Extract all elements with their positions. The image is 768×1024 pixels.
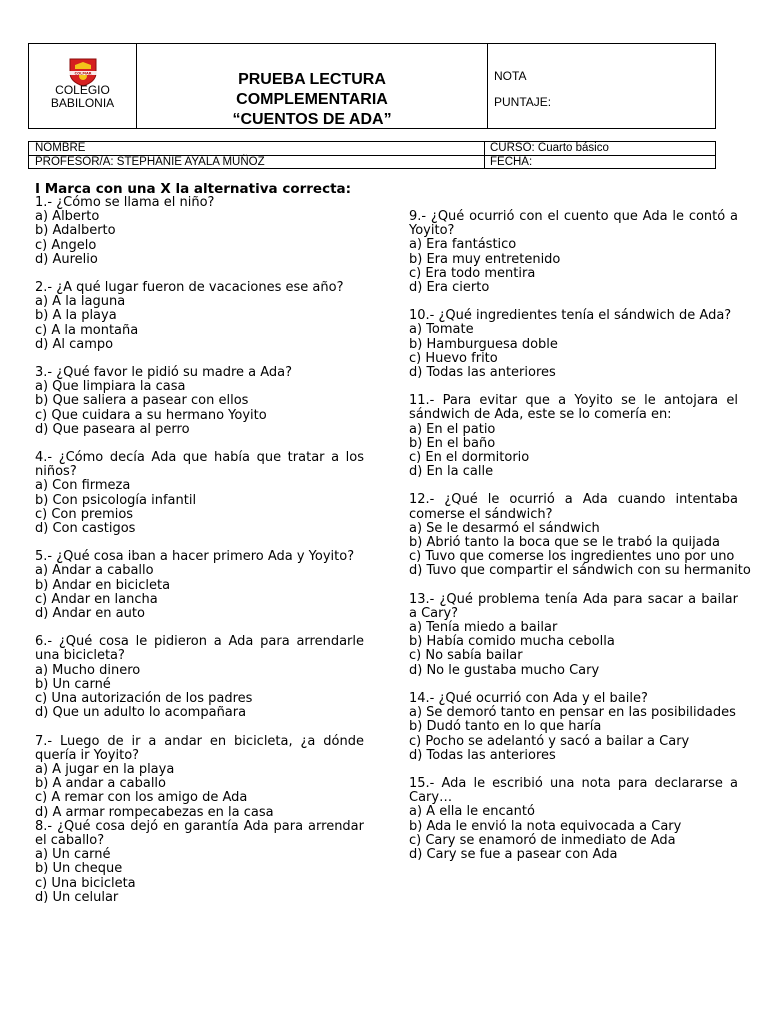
answer-option[interactable]: d) Aurelio (35, 251, 98, 267)
question-item (35, 820, 364, 905)
answer-option[interactable]: d) En la calle (409, 464, 494, 480)
question-stem: 7.- Luego de ir a andar en bicicleta, ¿a dónde quería ir Yoyito? (35, 733, 364, 763)
answer-option[interactable]: a) A ella le encantó (409, 804, 535, 820)
answer-option[interactable]: c) Era todo mentira (409, 265, 536, 281)
question-stem: 15.- Ada le escribió una nota para declararse a Cary… (409, 775, 738, 806)
answer-option[interactable]: c) Cary se enamoró de inmediato de Ada (409, 832, 676, 848)
answer-option[interactable]: d) No le gustaba mucho Cary (409, 662, 600, 678)
question-item (35, 451, 364, 536)
question-item (409, 210, 738, 295)
answer-option[interactable]: a) Se le desarmó el sándwich (409, 520, 600, 536)
answer-option[interactable]: d) Con castigos (35, 521, 136, 537)
answer-option[interactable]: b) Andar en bicicleta (35, 577, 171, 593)
answer-option[interactable]: a) A jugar en la playa (35, 761, 175, 777)
title-line3: “CUENTOS DE ADA” (232, 111, 392, 128)
title-line2: COMPLEMENTARIA (236, 91, 388, 108)
answer-option[interactable]: c) En el dormitorio (409, 450, 530, 466)
answer-option[interactable]: a) Un carné (35, 847, 111, 863)
question-stem: 5.- ¿Qué cosa iban a hacer primero Ada y Yoyito? (35, 549, 355, 565)
question-item (35, 366, 364, 437)
answer-option[interactable]: a) A la laguna (35, 294, 126, 310)
answer-option[interactable]: a) En el patio (409, 421, 496, 437)
profesor-field: PROFESOR/A: STEPHANIE AYALA MUÑOZ (29, 156, 485, 169)
nombre-field[interactable]: NOMBRE (29, 142, 485, 155)
title-cell (137, 44, 488, 128)
title-line1: PRUEBA LECTURA (238, 71, 386, 88)
question-stem: 4.- ¿Cómo decía Ada que había que tratar a los niños? (35, 450, 364, 480)
answer-option[interactable]: a) Tomate (409, 322, 474, 338)
question-item (409, 777, 738, 862)
answer-option[interactable]: d) Cary se fue a pasear con Ada (409, 846, 618, 862)
answer-option[interactable]: a) Andar a caballo (35, 563, 154, 579)
answer-option[interactable]: a) Alberto (35, 209, 100, 225)
answer-option[interactable]: d) Al campo (35, 336, 114, 352)
answer-option[interactable]: a) Era fantástico (409, 237, 517, 253)
question-item (35, 281, 364, 352)
answer-option[interactable]: c) A remar con los amigo de Ada (35, 790, 248, 806)
school-cell (29, 44, 137, 128)
answer-option[interactable]: d) A armar rompecabezas en la casa (35, 804, 274, 820)
info-row (29, 156, 715, 169)
answer-option[interactable]: c) Huevo frito (409, 350, 498, 366)
answer-option[interactable]: a) Mucho dinero (35, 662, 141, 678)
questions-right-column (409, 209, 751, 876)
student-info-table (28, 141, 716, 169)
question-item (409, 309, 738, 380)
answer-option[interactable]: b) Un carné (35, 676, 111, 692)
info-row (29, 142, 715, 156)
answer-option[interactable]: b) A andar a caballo (35, 776, 166, 792)
answer-option[interactable]: b) Era muy entretenido (409, 251, 561, 267)
answer-option[interactable]: b) Que saliera a pasear con ellos (35, 393, 249, 409)
question-stem: 14.- ¿Qué ocurrió con Ada y el baile? (409, 690, 648, 706)
question-stem: 9.- ¿Qué ocurrió con el cuento que Ada le contó a Yoyito? (409, 209, 738, 239)
answer-option[interactable]: c) Con premios (35, 506, 134, 522)
question-stem: 8.- ¿Qué cosa dejó en garantía Ada para arrendar el caballo? (35, 818, 364, 848)
answer-option[interactable]: d) Todas las anteriores (409, 365, 556, 381)
test-title (137, 70, 487, 130)
answer-option[interactable]: a) Tenía miedo a bailar (409, 620, 558, 636)
answer-option[interactable]: a) Con firmeza (35, 478, 131, 494)
question-stem: 2.- ¿A qué lugar fueron de vacaciones ese año? (35, 280, 344, 296)
question-stem: 10.- ¿Qué ingredientes tenía el sándwich de Ada? (409, 308, 732, 324)
answer-option[interactable]: b) Hamburguesa doble (409, 336, 558, 352)
answer-option[interactable]: b) Adalberto (35, 223, 116, 239)
answer-option[interactable]: c) Angelo (35, 237, 97, 253)
question-stem: 12.- ¿Qué le ocurrió a Ada cuando intentaba comerse el sándwich? (409, 492, 738, 522)
answer-option[interactable]: b) Un cheque (35, 861, 123, 877)
nota-label: NOTA (494, 69, 527, 83)
answer-option[interactable]: d) Andar en auto (35, 606, 145, 622)
answer-option[interactable]: c) Andar en lancha (35, 591, 158, 607)
question-stem: 1.- ¿Cómo se llama el niño? (35, 195, 215, 210)
header-table (28, 43, 716, 129)
answer-option[interactable]: c) Tuvo que comerse los ingredientes uno por uno (409, 549, 735, 565)
answer-option[interactable]: d) Todas las anteriores (409, 747, 556, 763)
question-item (409, 492, 751, 579)
answer-option[interactable]: b) En el baño (409, 435, 496, 451)
question-stem: 11.- Para evitar que a Yoyito se le antojara el sándwich de Ada, este se lo comería en: (409, 393, 738, 423)
answer-option[interactable]: c) Pocho se adelantó y sacó a bailar a Cary (409, 733, 690, 749)
answer-option[interactable]: d) Que un adulto lo acompañara (35, 705, 247, 721)
answer-option[interactable]: d) Que paseara al perro (35, 421, 190, 437)
answer-option[interactable]: d) Tuvo que compartir el sándwich con su hermanito (409, 563, 751, 579)
answer-option[interactable]: a) Se demoró tanto en pensar en las posibilidades (409, 705, 736, 721)
question-item (35, 735, 364, 820)
question-item (35, 196, 364, 267)
question-item (409, 394, 738, 479)
grades-cell (488, 44, 715, 128)
answer-option[interactable]: c) Una bicicleta (35, 875, 136, 891)
question-stem: 13.- ¿Qué problema tenía Ada para sacar a bailar a Cary? (409, 591, 738, 621)
question-item (409, 692, 738, 763)
answer-option[interactable]: c) No sabía bailar (409, 648, 523, 664)
answer-option[interactable]: a) Que limpiara la casa (35, 379, 186, 395)
question-item (409, 593, 738, 678)
answer-option[interactable]: b) Ada le envió la nota equivocada a Cary (409, 818, 682, 834)
answer-option[interactable]: b) Había comido mucha cebolla (409, 634, 615, 650)
answer-option[interactable]: b) A la playa (35, 308, 117, 324)
answer-option[interactable]: c) Una autorización de los padres (35, 691, 253, 707)
question-stem: 3.- ¿Qué favor le pidió su madre a Ada? (35, 365, 293, 381)
answer-option[interactable]: c) Que cuidara a su hermano Yoyito (35, 407, 267, 423)
answer-option[interactable]: b) Abrió tanto la boca que se le trabó la quijada (409, 535, 720, 551)
puntaje-label: PUNTAJE: (494, 95, 552, 109)
fecha-field[interactable]: FECHA: (490, 156, 533, 168)
school-name (29, 84, 136, 110)
answer-option[interactable]: d) Un celular (35, 889, 119, 905)
answer-option[interactable]: c) A la montaña (35, 322, 139, 338)
svg-text:COLMAR: COLMAR (74, 71, 92, 76)
answer-option[interactable]: b) Con psicología infantil (35, 492, 197, 508)
question-stem: 6.- ¿Qué cosa le pidieron a Ada para arrendarle una bicicleta? (35, 634, 364, 664)
school-name-line1: COLEGIO (55, 83, 110, 97)
answer-option[interactable]: d) Era cierto (409, 280, 490, 296)
school-name-line2: BABILONIA (50, 96, 115, 110)
answer-option[interactable]: b) Dudó tanto en lo que haría (409, 719, 602, 735)
curso-field: CURSO: Cuarto básico (490, 142, 609, 154)
question-item (35, 550, 364, 621)
question-item (35, 635, 364, 720)
questions-left-column (35, 196, 364, 919)
instruction-heading: I Marca con una X la alternativa correcta: (35, 181, 352, 197)
